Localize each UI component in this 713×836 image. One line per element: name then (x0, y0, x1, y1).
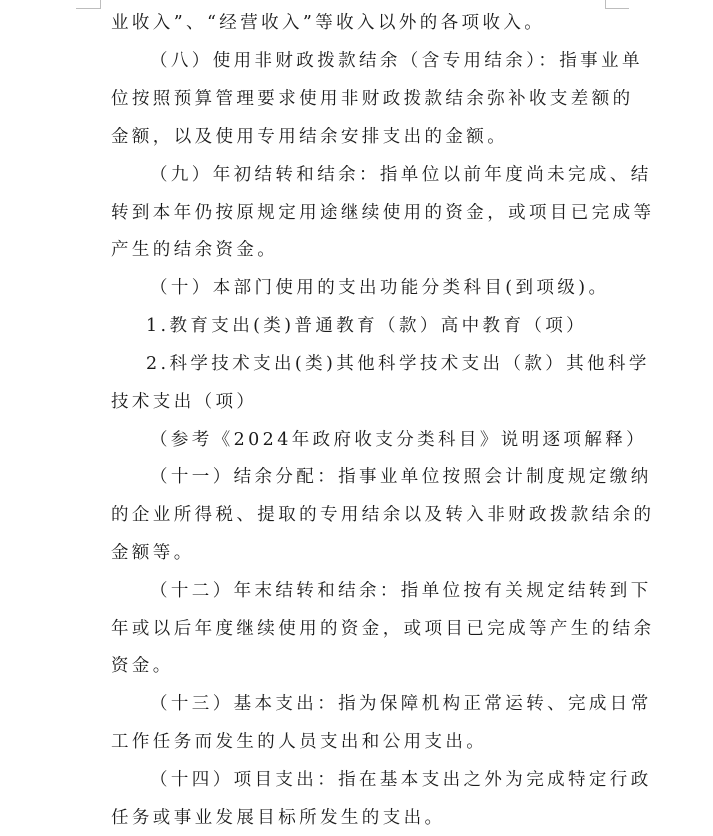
text-line: 技术支出（项） (111, 392, 258, 412)
text-line: 金额，以及使用专用结余安排支出的金额。 (111, 127, 509, 147)
text-line: 业收入”、“经营收入”等收入以外的各项收入。 (111, 13, 546, 33)
text-line: 转到本年仍按原规定用途继续使用的资金，或项目已完成等 (111, 203, 655, 223)
text-line: 年或以后年度继续使用的资金，或项目已完成等产生的结余 (111, 619, 655, 639)
crop-mark-left-vertical (100, 0, 101, 9)
text-line: 1.教育支出(类)普通教育（款）高中教育（项） (146, 316, 588, 336)
text-line: （参考《2024年政府收支分类科目》说明逐项解释） (150, 430, 648, 450)
text-line: 工作任务而发生的人员支出和公用支出。 (111, 732, 488, 752)
crop-mark-left-horizontal (76, 8, 100, 9)
text-line: （十二）年末结转和结余：指单位按有关规定结转到下 (150, 581, 652, 601)
text-line: （十）本部门使用的支出功能分类科目(到项级)。 (150, 278, 610, 298)
text-line: （九）年初结转和结余：指单位以前年度尚未完成、结 (150, 165, 652, 185)
text-line: 资金。 (111, 656, 174, 676)
text-line: 2.科学技术支出(类)其他科学技术支出（款）其他科学 (146, 354, 650, 374)
text-line: （十三）基本支出：指为保障机构正常运转、完成日常 (150, 694, 652, 714)
text-line: 产生的结余资金。 (111, 240, 279, 260)
text-line: （十四）项目支出：指在基本支出之外为完成特定行政 (150, 770, 652, 790)
text-line: （十一）结余分配：指事业单位按照会计制度规定缴纳 (150, 467, 652, 487)
text-line: 位按照预算管理要求使用非财政拨款结余弥补收支差额的 (111, 89, 634, 109)
crop-mark-right-vertical (605, 0, 606, 9)
crop-mark-right-horizontal (605, 8, 629, 9)
text-line: 的企业所得税、提取的专用结余以及转入非财政拨款结余的 (111, 505, 655, 525)
text-line: 金额等。 (111, 543, 195, 563)
text-line: （八）使用非财政拨款结余（含专用结余）：指事业单 (150, 51, 643, 71)
text-line: 任务或事业发展目标所发生的支出。 (111, 808, 446, 828)
